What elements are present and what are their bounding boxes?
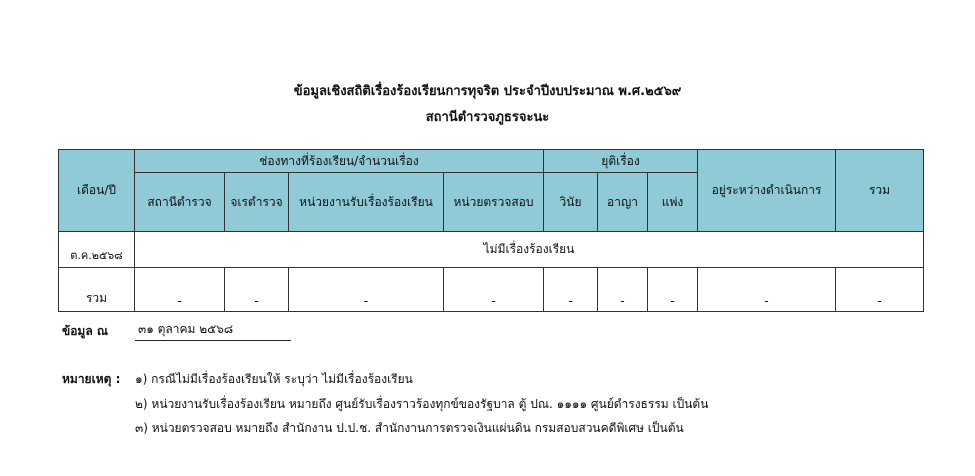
- note-item: ๒) หน่วยงานรับเรื่องร้องเรียน หมายถึง ศูนย์รับเรื่องราวร้องทุกข์ของรัฐบาล ตู้ ปณ. ๑๑๑๑ ศูนย์ดำรงธรรม เป็นต้น: [135, 397, 709, 411]
- row-month-label: ต.ค.๒๕๖๘: [59, 232, 135, 268]
- table-row: [59, 232, 924, 268]
- header-channels-group: ช่องทางที่ร้องเรียน/จำนวนเรื่อง: [135, 150, 544, 173]
- header-resolved-group: ยุติเรื่อง: [544, 150, 698, 173]
- note-item: ๑) กรณีไม่มีเรื่องร้องเรียนให้ ระบุว่า ไม่มีเรื่องร้องเรียน: [135, 372, 413, 386]
- as-of-date: ๓๑ ตุลาคม ๒๕๖๘: [135, 320, 291, 341]
- total-cell-complaint-agency: -: [289, 268, 444, 312]
- total-cell-civil: -: [648, 268, 698, 312]
- total-cell-in-progress: -: [698, 268, 836, 312]
- total-cell-police-station: -: [135, 268, 225, 312]
- total-cell-discipline: -: [544, 268, 598, 312]
- total-cell-police-inspector: -: [225, 268, 289, 312]
- total-cell-total: -: [836, 268, 924, 312]
- header-channel-police-inspector: จเรตำรวจ: [225, 173, 289, 232]
- total-cell-audit-agency: -: [444, 268, 544, 312]
- report-title: ข้อมูลเชิงสถิติเรื่องร้องเรียนการทุจริต ประจำปีงบประมาณ พ.ศ.๒๕๖๙: [293, 84, 682, 99]
- no-complaints-message: ไม่มีเรื่องร้องเรียน: [135, 232, 924, 268]
- header-total: รวม: [836, 150, 924, 232]
- as-of-label: ข้อมูล ณ: [62, 324, 108, 338]
- header-resolved-civil: แพ่ง: [648, 173, 698, 232]
- row-total-label: รวม: [59, 268, 135, 312]
- header-in-progress: อยู่ระหว่างดำเนินการ: [698, 150, 836, 232]
- note-item: ๓) หน่วยตรวจสอบ หมายถึง สำนักงาน ป.ป.ช. สำนักงานการตรวจเงินแผ่นดิน กรมสอบสวนคดีพิเศษ เป็นต้น: [135, 421, 684, 435]
- header-month-year: เดือน/ปี: [59, 150, 135, 232]
- header-channel-complaint-agency: หน่วยงานรับเรื่องร้องเรียน: [289, 173, 444, 232]
- table-row-total: [59, 268, 924, 312]
- header-channel-audit-agency: หน่วยตรวจสอบ: [444, 173, 544, 232]
- complaint-statistics-table: [58, 149, 924, 312]
- notes-label: หมายเหตุ :: [62, 372, 121, 386]
- station-name: สถานีตำรวจภูธรจะนะ: [425, 110, 550, 125]
- total-cell-criminal: -: [598, 268, 648, 312]
- header-resolved-discipline: วินัย: [544, 173, 598, 232]
- header-resolved-criminal: อาญา: [598, 173, 648, 232]
- header-channel-police-station: สถานีตำรวจ: [135, 173, 225, 232]
